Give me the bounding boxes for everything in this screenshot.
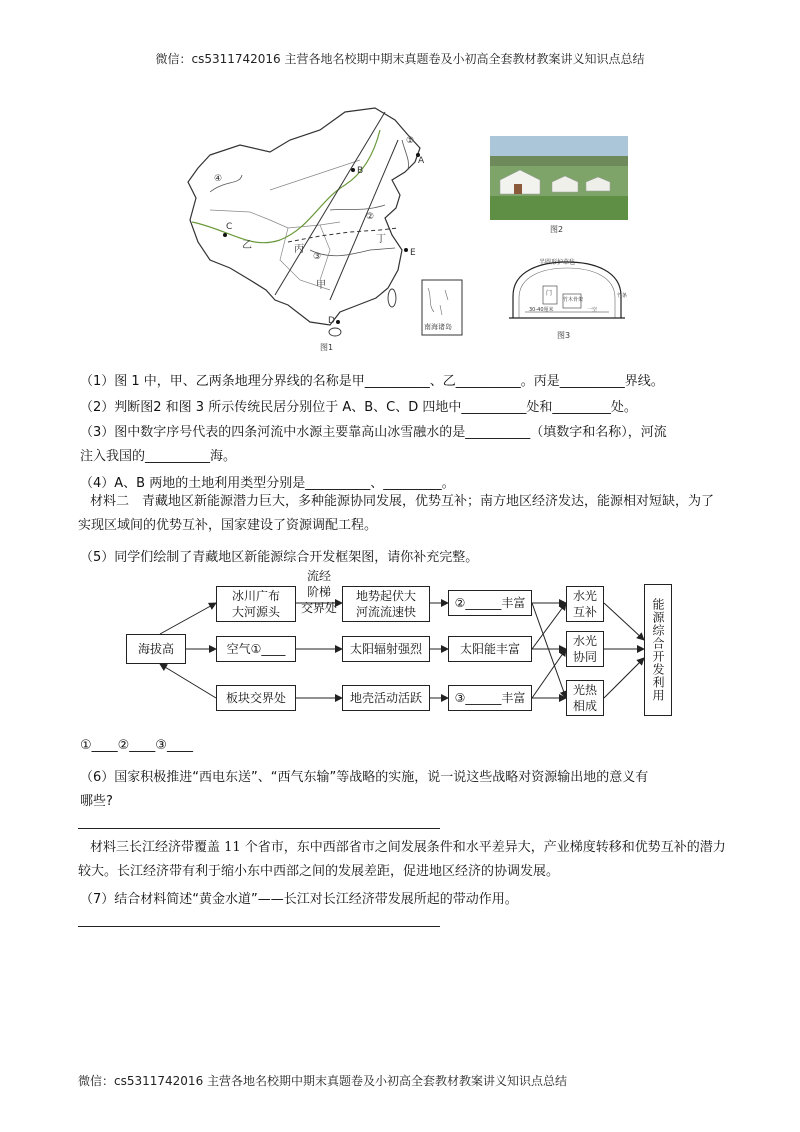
diagram-label-rod: 竹木骨架 (563, 297, 584, 303)
china-outline (188, 108, 420, 325)
yurt-diagram-svg (505, 256, 630, 326)
box-solar-rich: 太阳能丰富 (448, 636, 532, 662)
map-label-river-2: ② (366, 212, 375, 222)
point-D-marker (336, 320, 340, 324)
label-flow-through: 流经 阶梯 交界处 (300, 569, 337, 615)
box-hydro-solar-coop: 水光 协同 (566, 631, 604, 667)
map-label-A: A (418, 156, 425, 166)
china-map-svg (170, 100, 470, 350)
diagram-label-grass: 竹条 (617, 293, 628, 299)
box-rich-2: ②______丰富 (448, 590, 532, 616)
hainan-island (329, 328, 341, 336)
page-footer: 微信：cs5311742016 主营各地名校期中期末真题卷及小初高全套教材教案讲义知识点总结 (78, 1074, 568, 1088)
question-3-line-1: （3）图中数字序号代表的四条河流中水源主要靠高山冰雪融水的是__________（填数字和名称），河流 (80, 425, 667, 440)
figure-3-caption: 图3 (557, 331, 571, 340)
question-6-line-2: 哪些? (80, 794, 113, 809)
question-4: （4）A、B 两地的土地利用类型分别是__________、_________。 (80, 476, 455, 491)
box-altitude: 海拔高 (126, 634, 186, 664)
material-2: 材料二 青藏地区新能源潜力巨大，多种能源协同发展，优势互补；南方地区经济发达，能源相对短缺，为了实现区域间的优势互补，国家建设了资源调配工程。 (78, 494, 715, 533)
diagram-label-dims: 30-40厘米 (529, 307, 554, 313)
figure-1-china-map (170, 100, 470, 350)
map-label-B: B (357, 166, 364, 176)
question-1: （1）图 1 中，甲、乙两条地理分界线的名称是甲__________、乙__________。丙是__________界线。 (80, 374, 664, 389)
answer-line-q6 (78, 828, 440, 829)
figure-2-caption: 图2 (550, 225, 564, 234)
box-solar-radiation: 太阳辐射强烈 (342, 636, 430, 662)
boundary-line-diagonal-2 (330, 140, 398, 300)
figure-1-caption: 图1 (320, 343, 334, 352)
box-rich-3: ③______丰富 (448, 685, 532, 711)
diagram-label-door: 门 (546, 290, 553, 297)
box-final-energy-use: 能源综合开发利用 (644, 584, 672, 716)
box-terrain: 地势起伏大 河流流速快 (342, 586, 430, 622)
map-label-river-4: ④ (214, 174, 223, 184)
question-3-line-2: 注入我国的__________海。 (80, 449, 237, 464)
question-6-line-1: （6）国家积极推进“西电东送”、“西气东输”等战略的实施，说一说这些战略对资源输出地的意义有 (80, 770, 649, 785)
box-crust-activity: 地壳活动活跃 (342, 685, 430, 711)
map-label-C: C (226, 222, 233, 232)
map-label-river-3: ③ (313, 252, 322, 262)
question-5-answer: ①____②____③____ (80, 738, 193, 753)
question-7: （7）结合材料简述“黄金水道”——长江对长江经济带发展所起的带动作用。 (80, 892, 518, 907)
map-label-ding: 丁 (376, 234, 386, 245)
question-5: （5）同学们绘制了青藏地区新能源综合开发框架图，请你补充完整。 (80, 550, 479, 565)
figure-2-yurt-photo (490, 136, 628, 236)
page-header: 微信：cs5311742016 主营各地名校期中期末真题卷及小初高全套教材教案讲义知识点总结 (155, 52, 645, 66)
map-label-bing: 丙 (294, 244, 304, 255)
answer-line-q7 (78, 926, 440, 927)
river-3 (310, 248, 395, 256)
diagram-label-top: 半圆形护草毡 (539, 259, 576, 266)
province-lines (210, 160, 360, 290)
map-label-yi: 乙 (242, 240, 252, 251)
point-E-marker (404, 248, 408, 252)
material-3: 材料三长江经济带覆盖 11 个省市，东中西部省市之间发展条件和水平差异大，产业梯度转移和优势互补的潜力较大。长江经济带有利于缩小东中西部之间的发展差距，促进地区经济的协调发展。 (78, 840, 726, 879)
box-air: 空气①____ (216, 636, 296, 662)
point-B-marker (351, 168, 355, 172)
map-label-jia: 甲 (316, 280, 326, 291)
figure-3-yurt-diagram (505, 256, 630, 342)
point-C-marker (223, 233, 227, 237)
map-label-D: D (328, 316, 335, 326)
box-photo-thermal: 光热 相成 (566, 680, 604, 716)
taiwan-island (388, 289, 396, 307)
yurt-photo-svg (490, 136, 628, 220)
box-plate-boundary: 板块交界处 (216, 685, 296, 711)
box-hydro-solar-complement: 水光 互补 (566, 586, 604, 622)
diagram-label-stove: 一空 (587, 307, 598, 313)
map-label-river-1: ① (406, 136, 415, 146)
map-label-E: E (410, 248, 416, 258)
box-glacier: 冰川广布 大河源头 (216, 586, 296, 622)
river-2 (330, 205, 385, 210)
question-2: （2）判断图2 和图 3 所示传统民居分别位于 A、B、C、D 四地中__________处和_________处。 (80, 400, 637, 415)
inset-label: 南海诸岛 (424, 323, 452, 331)
